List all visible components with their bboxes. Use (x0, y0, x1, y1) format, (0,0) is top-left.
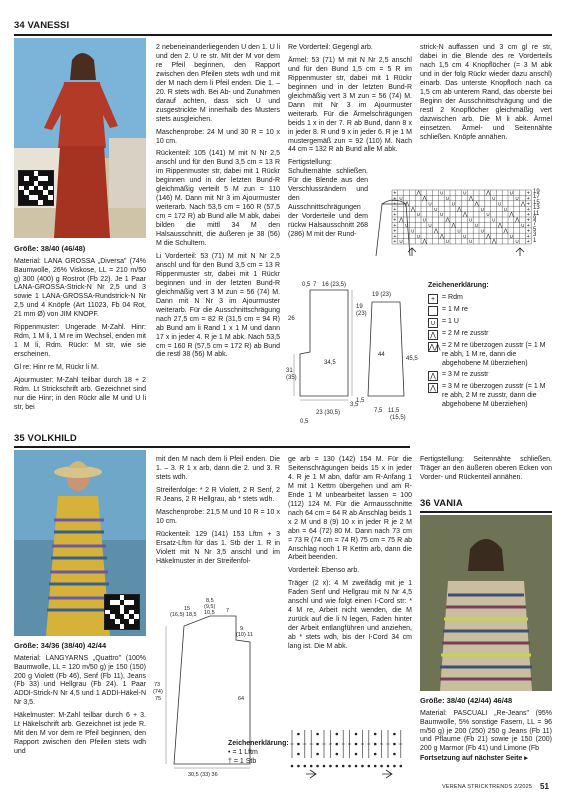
chart-edge-symbol: + (526, 201, 530, 208)
qr-code[interactable] (18, 170, 54, 206)
chart-symbol: ∪ (457, 228, 462, 235)
legend-row: = 1 M re (428, 306, 552, 316)
crochet-chain (400, 765, 402, 767)
dim-15: 1,5 (356, 398, 365, 404)
maschenprobe-35: Maschenprobe: 21,5 M und 10 R = 10 x 10 cm. (156, 508, 280, 525)
crochet-chain (310, 765, 312, 767)
chart-edge-symbol: + (393, 201, 397, 208)
chart-symbol: ⋀ (416, 190, 421, 197)
dim-345: 34,5 (324, 360, 336, 366)
column-35-middle (156, 456, 280, 570)
dim-85: 8,5 (206, 598, 214, 604)
photo-vania (420, 515, 552, 691)
chart-symbol: ∪ (399, 239, 404, 246)
dim-7: 7 (226, 608, 230, 614)
dim-115: 11,5 (388, 408, 400, 414)
chart-symbol: ⋀ (509, 212, 514, 219)
crochet-chain (297, 753, 299, 755)
chart-edge-symbol: + (393, 228, 397, 235)
legend-row: ⋀ = 3 M re zusstr (428, 371, 552, 381)
column-34-right (420, 44, 552, 146)
chart-edge-symbol: + (393, 217, 397, 224)
chart-symbol: ∪ (491, 196, 496, 202)
chart-symbol: ∪ (451, 201, 456, 208)
legend-35 (228, 740, 289, 767)
chart-edge-symbol: + (526, 196, 530, 202)
crochet-chain (297, 743, 299, 745)
crochet-chain (317, 743, 319, 745)
chart-symbol: ∪ (462, 233, 467, 240)
column-35-third (288, 456, 412, 656)
crochet-chain (317, 753, 319, 755)
chart-symbol: ⋀ (497, 223, 503, 229)
chart-symbol: ∪ (515, 239, 520, 246)
chart-symbol: ∪ (497, 201, 502, 208)
dim-05-top: 0,5 (302, 282, 311, 288)
column-36 (420, 696, 552, 768)
chart-edge-symbol: + (393, 212, 397, 219)
crochet-chain (329, 765, 331, 767)
crochet-chain (374, 765, 376, 767)
section-rule-34 (14, 34, 552, 36)
dim-23: (23) (356, 311, 367, 317)
chart-symbol: ∪ (445, 196, 450, 202)
dim-455: 45,5 (406, 356, 418, 362)
crochet-chain (342, 765, 344, 767)
chart-symbol: ∪ (416, 233, 421, 240)
dim-95: (9,5) (204, 604, 216, 610)
legend-row: ⋀ = 2 M re zusstr (428, 330, 552, 340)
chart-symbol: ∪ (410, 228, 415, 235)
section-title-34: 34 VANESSI (14, 20, 70, 31)
chart-symbol: ⋀ (486, 233, 491, 240)
chart-symbol: ∪ (428, 201, 433, 208)
crochet-chart-35 (286, 722, 412, 778)
photo-volkhild (14, 450, 146, 636)
chart-symbol: ⋀ (439, 233, 445, 240)
streifenfolge-35: Streifenfolge: * 2 R Violett, 2 R Senf, 2 R Jeans, 2 R Hellgrau, ab * stets wdh. (156, 486, 280, 503)
chart-edge-symbol: + (393, 239, 397, 246)
chart-symbol: ∪ (480, 206, 485, 213)
size-36: Größe: 38/40 (42/44) 46/48 (420, 696, 513, 705)
rueckenteil-34: Rückenteil: 105 (141) M mit N Nr 2,5 anschl und für den Bund 3,5 cm = 13 R im Rippenmuster str, dabei mit 1 Rückr beginnen und in der letzten Bund-R gleichmäßig verteilt 5 M zun = 110 (146) M. Dann mit Nr 3 im Ajourmuster weiterarb. Nach 53,5 cm = 160 R (57,5 cm = 172 R) ab Bund alle M abk, dabei bilden die mittl 34 M den Halsausschnitt, die äußeren je 38 (56) M die Schultern. (156, 150, 280, 248)
chart-edge-symbol: + (393, 196, 397, 202)
legend-row: + = Rdm (428, 294, 552, 304)
chart-symbol: ∪ (439, 212, 444, 219)
crochet-chain (336, 743, 338, 745)
chart-symbol: ⋀ (486, 190, 491, 197)
legend-symbol: ∪ (428, 318, 438, 328)
instructions-34-b: strick-N auffassen und 3 cm gl re str, dabei in die Blende des re Vorderteils nach 1,5 cm 4 Knopflöcher (= 3 M abk und in der folg Rückr wieder dazu anschl) einarb. Das unterste Knopfloch nach ca 1,5 cm ab unterem Rand, das oberste bei Beginn der Ausschnittschrägung und die restl 2 Knopflöcher gleichmäßig vert dazwischen arb. Die M li abk. Ärmel einsetzen. Ärmel- und Seitennähte schließen. Knöpfe annähen. (420, 44, 552, 141)
crochet-chain (374, 743, 376, 745)
crochet-chain (355, 753, 357, 755)
legend-symbol: ⋀ (428, 371, 438, 381)
crochet-chain (381, 765, 383, 767)
crochet-chain (374, 733, 376, 735)
chart-edge-symbol: + (393, 233, 397, 240)
crochet-chain (291, 765, 293, 767)
chart-symbol: ∪ (404, 223, 409, 229)
size-35: Größe: 34/36 (38/40) 42/44 (14, 641, 107, 650)
dim-05-bottom: 0,5 (300, 419, 309, 425)
chart-edge-symbol: + (526, 190, 530, 197)
size-34: Größe: 38/40 (46/48) (14, 244, 86, 253)
legend-34 (428, 282, 552, 412)
material-35: Material: LANGYARNS „Quattro" (100% Baumwolle, LL = 120 m/50 g) je 150 (150) 200 g Violett (Fb 46), Senf (Fb 11), Jeans (Fb 33) und Hellgrau (Fb 24). 1 Paar ADDI-Strick-N Nr 4,5 und 1 ADDI-Häkel-N Nr 3,5. (14, 654, 146, 707)
chart-symbol: ∪ (480, 228, 485, 235)
chart-symbol: ∪ (509, 190, 514, 197)
chart-symbol: ⋀ (433, 228, 439, 235)
chart-symbol: ∪ (439, 190, 444, 197)
schnitt-diagram-34 (286, 274, 426, 434)
qr-code[interactable] (104, 594, 140, 630)
dim-64: 64 (238, 696, 245, 702)
crochet-chain (355, 733, 357, 735)
dim-bottom-35: 30,5 (33) 36 (188, 772, 218, 778)
chart-symbol: ⋀ (474, 201, 479, 208)
fortsetzung-link[interactable]: Fortsetzung auf nächster Seite ▸ (420, 755, 528, 763)
chart-symbol: ⋀ (503, 228, 508, 235)
legend-title-35: Zeichenerklärung: (228, 740, 289, 747)
chart-symbol: ∪ (422, 217, 427, 224)
chart-symbol: ⋀ (462, 212, 468, 219)
crochet-chain (297, 733, 299, 735)
chart-symbol: ⋀ (457, 206, 462, 213)
chart-row-numbers-34: 19 17 15 13 11 9 7 5 3 1 (533, 189, 540, 244)
dim-74: (74) (153, 689, 163, 695)
chart-symbol: ∪ (474, 223, 479, 229)
maschenprobe-34: Maschenprobe: 24 M und 30 R = 10 x 10 cm. (156, 128, 280, 145)
legend-row: • = 1 Lftm (228, 748, 258, 756)
chart-edge-symbol: + (393, 190, 397, 197)
chart-symbol: ⋀ (515, 217, 520, 224)
chart-symbol: ⋀ (468, 196, 474, 202)
dim-26: 26 (288, 316, 295, 322)
crochet-chain (336, 765, 338, 767)
dim-35: (35) (286, 375, 297, 381)
dim-155: (15,5) (390, 415, 406, 421)
chart-symbol: ∪ (503, 206, 508, 213)
chart-symbol: ⋀ (404, 201, 410, 208)
chart-symbol: ∪ (520, 223, 525, 229)
photo-vanessi (14, 38, 146, 238)
dim-7: 7 (313, 282, 317, 288)
chart-edge-symbol: + (526, 212, 530, 219)
chart-symbol: ⋀ (410, 206, 416, 213)
ajourmuster-34: Ajourmuster: M-Zahl teilbar durch 18 + 2 Rdm. Lt Strickschrift arb. Gezeichnet sind nur die Hinr; in den Rückr alle M und U li str, bei (14, 377, 146, 411)
dim-75: 7,5 (374, 408, 383, 414)
column-35-right (420, 456, 552, 487)
glatt-rechts-34: Gl re: Hinr re M, Rückr li M. (14, 364, 99, 372)
dim-19: 19 (356, 304, 363, 310)
chart-symbol: ∪ (509, 233, 514, 240)
dim-16: 16 (23,5) (322, 282, 347, 288)
legend-row: ⋀⋀ = 2 M re überzogen zusstr (= 1 M re abh, 1 M re, dann die abgehobene M überziehen) (429, 341, 546, 367)
haekelmuster-35: Häkelmuster: M-Zahl teilbar durch 6 + 3. Lt Häkelschrift arb. Gezeichnet ist jede R. Mit den M vor dem re Pfeil beginnen, den Rapport zwischen den Pfeilen stets wdh und (14, 712, 146, 756)
crochet-chain (317, 765, 319, 767)
crochet-chain (368, 765, 370, 767)
material-34: Material: LANA GROSSA „Diversa" (74% Baumwolle, 26% Viskose, LL = 210 m/50 g) 300 (400) g Rostrot (Fb 22). Je 1 Paar LANA-GROSSA-Strick-N Nr 2,5 und 3 sowie 1 LANA-GROSSA-Rundstrick-N Nr 2,5 und 4 Knöpfe (Art 11023, Fb 04 Rot, 21 mm Ø) von JIM KNOPF. (14, 257, 146, 319)
dim-9: 9 (240, 626, 244, 632)
legend-row: † = 1 Stb (228, 757, 257, 765)
legend-symbol (428, 306, 438, 316)
column-34-middle (156, 44, 280, 364)
crochet-chain (317, 733, 319, 735)
dim-75: 75 (155, 696, 162, 702)
crochet-chain (349, 765, 351, 767)
section-rule-36 (420, 511, 552, 513)
footer-magazine: VERENA STRICKTRENDS 2/2025 (442, 784, 533, 790)
legend-row: ∪ = 1 U (428, 318, 552, 328)
dim-165: (16,5) 18,5 (170, 612, 197, 618)
crochet-chain (297, 765, 299, 767)
chart-symbol: ∪ (491, 217, 496, 224)
legend-symbol: + (428, 294, 438, 304)
rippenmuster-34: Rippenmuster: Ungerade M-Zahl. Hinr: Rdm, 1 M li, 1 M re im Wechsel, enden mit 1 M li, Rdm. Rückr: M str, wie sie erscheinen. (14, 324, 146, 359)
chart-edge-symbol: + (393, 206, 397, 213)
crochet-chain (387, 765, 389, 767)
chart-symbol: ∪ (468, 239, 473, 246)
dim-15: 15 (184, 606, 191, 612)
chart-symbol: ∪ (486, 212, 491, 219)
chart-symbol: ∪ (433, 206, 438, 213)
li-vorderteil-34: Li Vorderteil: 53 (71) M mit N Nr 2,5 anschl und für den Bund 3,5 cm = 13 R Rippenmuster str, dabei mit 1 Rückr beginnen und in der letzten Bund-R gleichmäßig vert 3 M zun = 56 (74) M. Dann mit N Nr 3 im Ajourmuster weiterarb. Für die Ausschnittschrägung nach 27,5 cm = 82 R (31,5 cm = 94 R) ab Bund am li Rand 1 x 1 M und dann 17 x in jeder 4. R je 1 M abk. Nach 53,5 cm = 160 R (57,5 cm = 172 R) ab Bund die restl 38 (56) M abk. (156, 252, 280, 359)
crochet-chain (393, 743, 395, 745)
vorderteil-35: Vorderteil: Ebenso arb. (288, 567, 360, 575)
fertigstellung-35: Fertigstellung: Seitennähte schließen. Träger an den äußeren oberen Ecken von Vorder- und Rückenteil annähen. (420, 456, 552, 481)
instructions-35-b: ge arb = 130 (142) 154 M. Für die Seitenschrägungen beids 15 x in jeder 4. R je 1 M abn, dafür am R-Anfang 1 M mit 1 Kettm übergehen und am R-Ende 1 M unbearbeitet lassen = 100 (112) 124 M. Für die Armausschnitte nach 64 cm = 64 R ab Anschlag beids 1 x 2 M und 8 (9) 10 x in jeder R je 2 M abn = 64 (72) 80 M. Dann nach 73 cm = 73 R (74 cm = 74 R) 75 cm = 75 R ab Anschlag noch 1 R Kettm arb, dann die Arbeit beenden. (288, 456, 412, 562)
legend-row: ⋀ = 3 M re überzogen zusstr (= 1 M re abh, 2 M re zusstr, dann die abgehobene M überziehen) (428, 383, 552, 410)
dim-19-sleeve: 19 (23) (372, 292, 392, 298)
aermel-34: Ärmel: 53 (71) M mit N Nr 2,5 anschl und für den Bund 1,5 cm = 5 R im Rippenmuster str, dabei mit 1 Rückr beginnen und in der letzten Bund-R gleichmäßig vert 3 M zun = 56 (74) M. Dann mit Nr 3 im Ajourmuster weiterarb. Für die Ärmelschrägungen beids 1 x in der 7. R ab Bund, dann 8 x in jeder 8. R und 9 x in jeder 6. R je 1 M mustergemäß zun = 92 (110) M. Nach 44 cm = 132 R ab Bund alle M abk. (288, 56, 412, 154)
crochet-chain (336, 753, 338, 755)
page-number: 51 (540, 782, 549, 791)
column-35-left (14, 641, 146, 761)
chart-edge-symbol: + (526, 239, 530, 246)
chart-symbol: ⋀ (422, 196, 427, 202)
chart-symbol: ⋀ (491, 239, 497, 246)
chart-symbol: ∪ (445, 239, 450, 246)
chart-symbol: ∪ (428, 223, 433, 229)
chart-symbol: ∪ (515, 196, 520, 202)
crochet-chain (361, 765, 363, 767)
crochet-chain (355, 765, 357, 767)
legend-title-34: Zeichenerklärung: (428, 282, 489, 289)
legend-symbol: • (228, 748, 231, 756)
legend-symbol: ⋀ (428, 330, 438, 340)
chart-symbol: ∪ (462, 190, 467, 197)
fertigstellung-34: Fertigstellung: Schulternähte schließen. Für die Blende aus den Verschlussrändern und den Ausschnittschrägungen der Vorderteile und dem rückw Halsausschnitt 268 (286) M mit der Rund- (288, 159, 368, 239)
chart-edge-symbol: + (526, 233, 530, 240)
dim-44: 44 (378, 352, 385, 358)
crochet-chain (393, 733, 395, 735)
chart-symbol: ⋀ (445, 217, 450, 224)
chart-edge-symbol: + (526, 223, 530, 229)
crochet-chain (304, 765, 306, 767)
section-title-36: 36 VANIA (420, 498, 463, 509)
chart-edge-symbol: + (526, 206, 530, 213)
dim-105: 10,5 (204, 610, 215, 616)
instructions-34-a: 2 nebeneinanderliegenden U den 1. U li und den 2. U re str. Mit der M vor dem re Pfeil beginnen, den Rapport zwischen den Pfeilen stets wdh und mit der M nach dem li Pfeil enden. Die 1. – 20. R stets wdh. Bei Ab- und Zunahmen darauf achten, dass sich U und zusgestrickte M innerhalb des Musters stets ausgleichen. (156, 44, 280, 123)
column-34-left (14, 244, 146, 417)
dim-23-bottom: 23 (30,5) (316, 410, 341, 416)
chart-symbol: ∪ (399, 196, 404, 202)
dim-35-bottom: 3,5 (350, 402, 359, 408)
re-vorderteil-34: Re Vorderteil: Gegengl arb. (288, 44, 373, 51)
chart-symbol: ⋀ (422, 239, 427, 246)
chart-edge-symbol: + (393, 223, 397, 229)
crochet-chain (323, 765, 325, 767)
material-36: Material: PASCUALI „Re-Jeans" (95% Baumwolle, 5% sonstige Fasern, LL = 96 m/50 g) je 200 (250) 250 g Jeans (Fb 11) und Pflaume (Fb 21) sowie je 150 (200) 200 g Marmor (Fb 41) und Limone (Fb (420, 709, 552, 753)
section-title-35: 35 VOLKHILD (14, 433, 77, 444)
crochet-chain (393, 753, 395, 755)
legend-symbol: ⋀⋀ (429, 343, 441, 351)
chart-symbol: ⋀ (399, 217, 404, 224)
instructions-35-a: mit den M nach dem li Pfeil enden. Die 1. – 3. R 1 x arb, dann die 2. und 3. R stets wdh. (156, 456, 280, 481)
rueckenteil-35: Rückenteil: 129 (141) 153 Lftm + 3 Ersatz-Lftm für das 1. Stb der 1. R in Violett mit N Nr 3,5 anschl und im Häkelmuster in der Streifenfol- (156, 530, 280, 565)
dim-73: 73 (154, 682, 161, 688)
crochet-chain (393, 765, 395, 767)
chart-symbol: ⋀ (520, 201, 526, 208)
chart-symbol: ⋀ (451, 223, 456, 229)
dim-10-11: (10) 11 (236, 632, 254, 638)
crochet-chain (374, 753, 376, 755)
crochet-chain (336, 733, 338, 735)
knitting-chart-34 (390, 190, 552, 264)
chart-symbol: ∪ (468, 217, 473, 224)
chart-edge-symbol: + (526, 217, 530, 224)
section-rule-35 (14, 446, 410, 448)
chart-edge-symbol: + (526, 228, 530, 235)
legend-symbol: ⋀ (428, 383, 438, 393)
legend-symbol: † (228, 757, 232, 765)
dim-31: 31 (286, 368, 293, 374)
crochet-chain (355, 743, 357, 745)
traeger-35: Träger (2 x): 4 M zweifädig mit je 1 Faden Senf und Hellgrau mit N Nr 4,5 anschl und wie folgt einen I-Cord str: * 4 M re, Arbeit nicht wenden, die M zurück auf die li N legen, Faden hinter der Arbeit entlangführen und anziehen, ab * stets wdh, bis der I-Cord 34 cm lang ist. Die M abk. (288, 580, 412, 651)
chart-symbol: ∪ (416, 212, 421, 219)
